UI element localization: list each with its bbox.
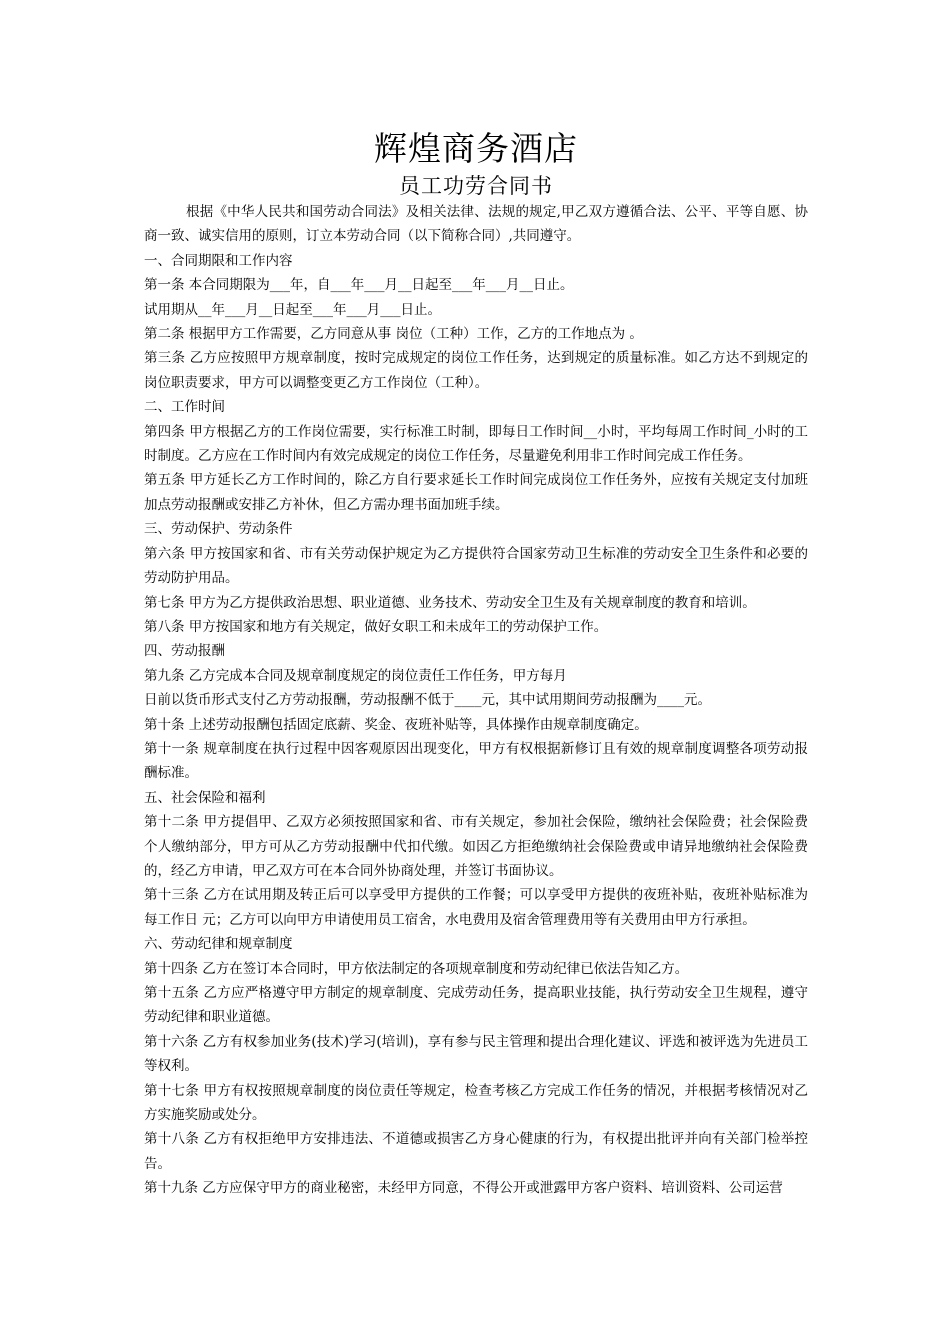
clause-paragraph: 第十二条 甲方提倡甲、乙双方必须按照国家和省、市有关规定，参加社会保险，缴纳社会保险费；社会保险费个人缴纳部分，甲方可从乙方劳动报酬中代扣代缴。如因乙方拒绝缴纳社会保险费或申请异地缴纳社会保险费的，经乙方申请，甲乙双方可在本合同外协商处理，并签订书面协议。 xyxy=(144,814,808,879)
clause-paragraph: 第十四条 乙方在签订本合同时，甲方依法制定的各项规章制度和劳动纪律已依法告知乙方。 xyxy=(144,960,689,977)
clause-paragraph: 第一条 本合同期限为___年，自___年___月__日起至___年___月__日止。 xyxy=(144,277,574,294)
intro-paragraph: 根据《中华人民共和国劳动合同法》及相关法律、法规的规定,甲乙双方遵循合法、公平、平等自愿、协商一致、诚实信用的原则，订立本劳动合同（以下简称合同）,共同遵守。 xyxy=(144,204,808,245)
section-heading: 六、劳动纪律和规章制度 xyxy=(144,936,293,953)
clause-paragraph: 第十条 上述劳动报酬包括固定底薪、奖金、夜班补贴等，具体操作由规章制度确定。 xyxy=(144,716,648,733)
clause-paragraph: 第六条 甲方按国家和省、市有关劳动保护规定为乙方提供符合国家劳动卫生标准的劳动安全卫生条件和必要的劳动防护用品。 xyxy=(144,545,808,587)
document-title: 辉煌商务酒店 xyxy=(374,129,578,168)
document-subtitle: 员工功劳合同书 xyxy=(399,174,553,198)
clause-paragraph: 第十五条 乙方应严格遵守甲方制定的规章制度、完成劳动任务，提高职业技能，执行劳动安全卫生规程，遵守劳动纪律和职业道德。 xyxy=(144,985,808,1026)
clause-paragraph: 第十一条 规章制度在执行过程中因客观原因出现变化，甲方有权根据新修订且有效的规章制度调整各项劳动报酬标准。 xyxy=(144,740,808,782)
clause-paragraph: 第十七条 甲方有权按照规章制度的岗位责任等规定，检查考核乙方完成工作任务的情况，并根据考核情况对乙方实施奖励或处分。 xyxy=(144,1082,808,1124)
clause-paragraph: 第八条 甲方按国家和地方有关规定，做好女职工和未成年工的劳动保护工作。 xyxy=(144,618,608,635)
section-heading: 一、合同期限和工作内容 xyxy=(144,252,293,269)
document-body xyxy=(144,200,808,1201)
clause-paragraph: 第十八条 乙方有权拒绝甲方安排违法、不道德或损害乙方身心健康的行为，有权提出批评并向有关部门检举控告。 xyxy=(144,1131,808,1172)
clause-paragraph: 第十九条 乙方应保守甲方的商业秘密，未经甲方同意，不得公开或泄露甲方客户资料、培训资料、公司运营 xyxy=(144,1180,783,1197)
clause-paragraph: 第三条 乙方应按照甲方规章制度，按时完成规定的岗位工作任务，达到规定的质量标准。如乙方达不到规定的岗位职责要求，甲方可以调整变更乙方工作岗位（工种）。 xyxy=(144,350,808,391)
clause-paragraph: 第二条 根据甲方工作需要，乙方同意从事 岗位（工种）工作，乙方的工作地点为 。 xyxy=(144,326,643,343)
section-heading: 二、工作时间 xyxy=(144,399,225,416)
section-heading: 三、劳动保护、劳动条件 xyxy=(144,521,293,538)
clause-paragraph: 第四条 甲方根据乙方的工作岗位需要，实行标准工时制，即每日工作时间__小时，平均每周工作时间_小时的工时制度。乙方应在工作时间内有效完成规定的岗位工作任务，尽量避免利用非工作时间完成工作任务。 xyxy=(144,423,808,465)
clause-paragraph: 第七条 甲方为乙方提供政治思想、职业道德、业务技术、劳动安全卫生及有关规章制度的教育和培训。 xyxy=(144,594,756,611)
clause-paragraph: 第五条 甲方延长乙方工作时间的，除乙方自行要求延长工作时间完成岗位工作任务外，应按有关规定支付加班加点劳动报酬或安排乙方补休，但乙方需办理书面加班手续。 xyxy=(144,472,808,513)
clause-paragraph: 试用期从__年___月__日起至___年___月___日止。 xyxy=(144,301,441,318)
clause-paragraph: 第九条 乙方完成本合同及规章制度规定的岗位责任工作任务，甲方每月 xyxy=(144,667,567,684)
section-heading: 五、社会保险和福利 xyxy=(144,789,266,806)
document-page xyxy=(144,128,808,1201)
clause-paragraph: 第十三条 乙方在试用期及转正后可以享受甲方提供的工作餐；可以享受甲方提供的夜班补贴，夜班补贴标准为每工作日 元；乙方可以向甲方申请使用员工宿舍，水电费用及宿舍管理费用等有关费用由甲方行承担。 xyxy=(144,887,808,928)
clause-paragraph: 日前以货币形式支付乙方劳动报酬，劳动报酬不低于____元，其中试用期间劳动报酬为____元。 xyxy=(144,692,711,709)
clause-paragraph: 第十六条 乙方有权参加业务(技术)学习(培训)，享有参与民主管理和提出合理化建议、评选和被评选为先进员工等权利。 xyxy=(144,1033,808,1075)
section-heading: 四、劳动报酬 xyxy=(144,643,225,660)
